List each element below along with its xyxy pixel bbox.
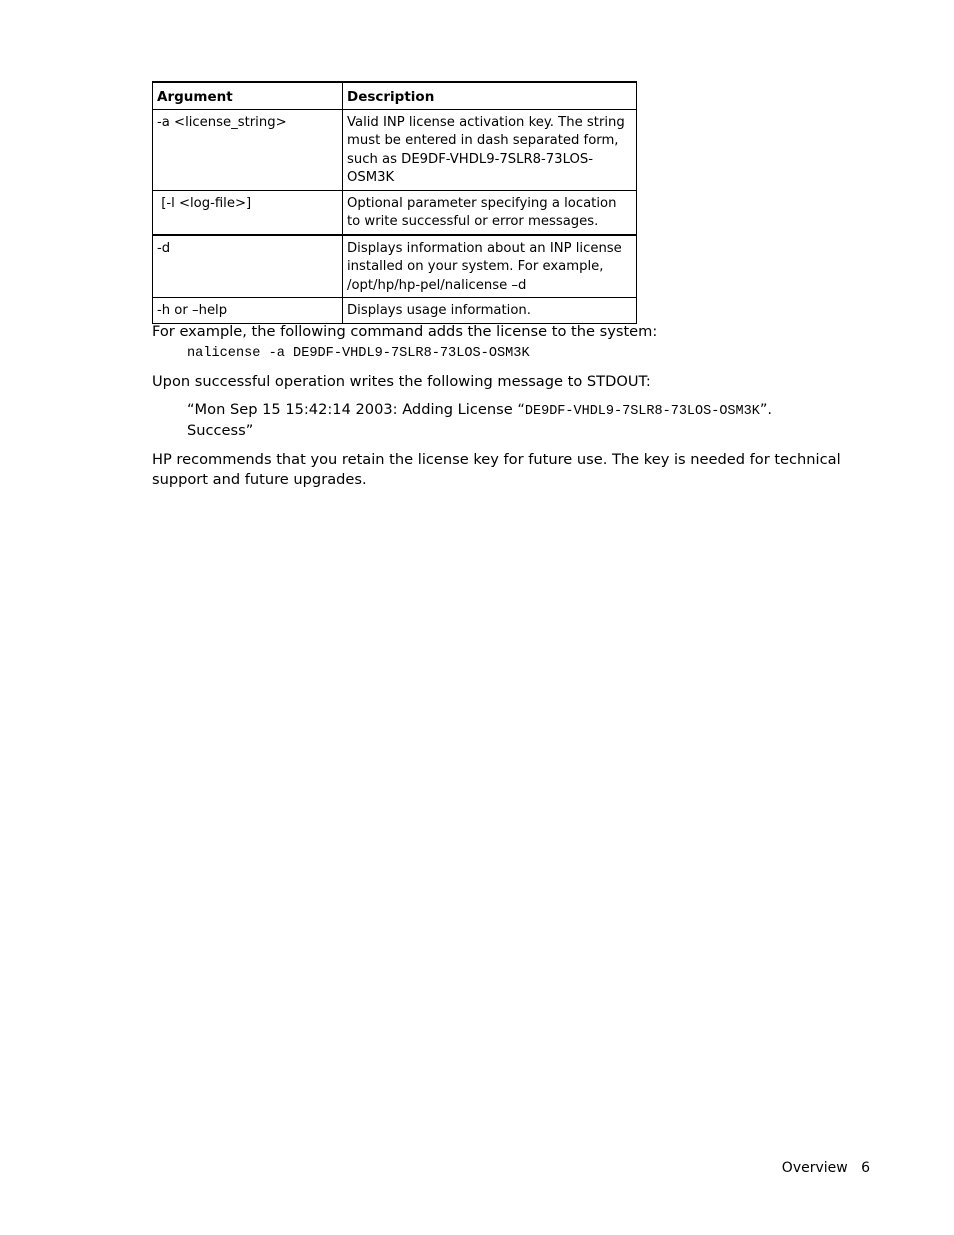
recommendation-paragraph: HP recommends that you retain the license key for future use. The key is needed for technical support and future upgrades.	[152, 451, 841, 488]
message-suffix: ”.	[759, 401, 773, 418]
argument-cell: [-l <log-file>]	[153, 190, 343, 235]
message-prefix: “Mon Sep 15 15:42:14 2003: Adding License “	[187, 401, 525, 418]
argument-cell: -d	[153, 235, 343, 298]
argument-cell: -h or –help	[153, 298, 343, 324]
table-row	[153, 235, 637, 298]
footer-section-name: Overview	[781, 1160, 848, 1176]
page-footer	[782, 1159, 870, 1177]
description-column-header: Description	[343, 82, 637, 109]
success-intro-text: Upon successful operation writes the following message to STDOUT:	[152, 373, 651, 390]
description-cell: Displays information about an INP license installed on your system. For example, /opt/hp/hp-pel/nalicense –d	[343, 235, 637, 298]
footer-page-number: 6	[861, 1160, 870, 1176]
arguments-table	[152, 81, 637, 324]
description-cell: Optional parameter specifying a location to write successful or error messages.	[343, 190, 637, 235]
table-header-row	[153, 82, 637, 109]
table-row	[153, 190, 637, 235]
description-cell: Displays usage information.	[343, 298, 637, 324]
table-row	[153, 298, 637, 324]
message-license-key: DE9DF-VHDL9-7SLR8-73LOS-OSM3K	[524, 404, 760, 419]
table-row	[153, 109, 637, 190]
argument-column-header: Argument	[153, 82, 343, 109]
description-cell: Valid INP license activation key. The string must be entered in dash separated form, such as DE9DF-VHDL9-7SLR8-73LOS-OSM3K	[343, 109, 637, 190]
example-intro-text: For example, the following command adds the license to the system:	[152, 323, 658, 340]
success-message-line2: Success”	[187, 422, 254, 439]
argument-cell: -a <license_string>	[153, 109, 343, 190]
example-command: nalicense -a DE9DF-VHDL9-7SLR8-73LOS-OSM3K	[187, 346, 530, 361]
success-message-line1	[187, 399, 772, 422]
